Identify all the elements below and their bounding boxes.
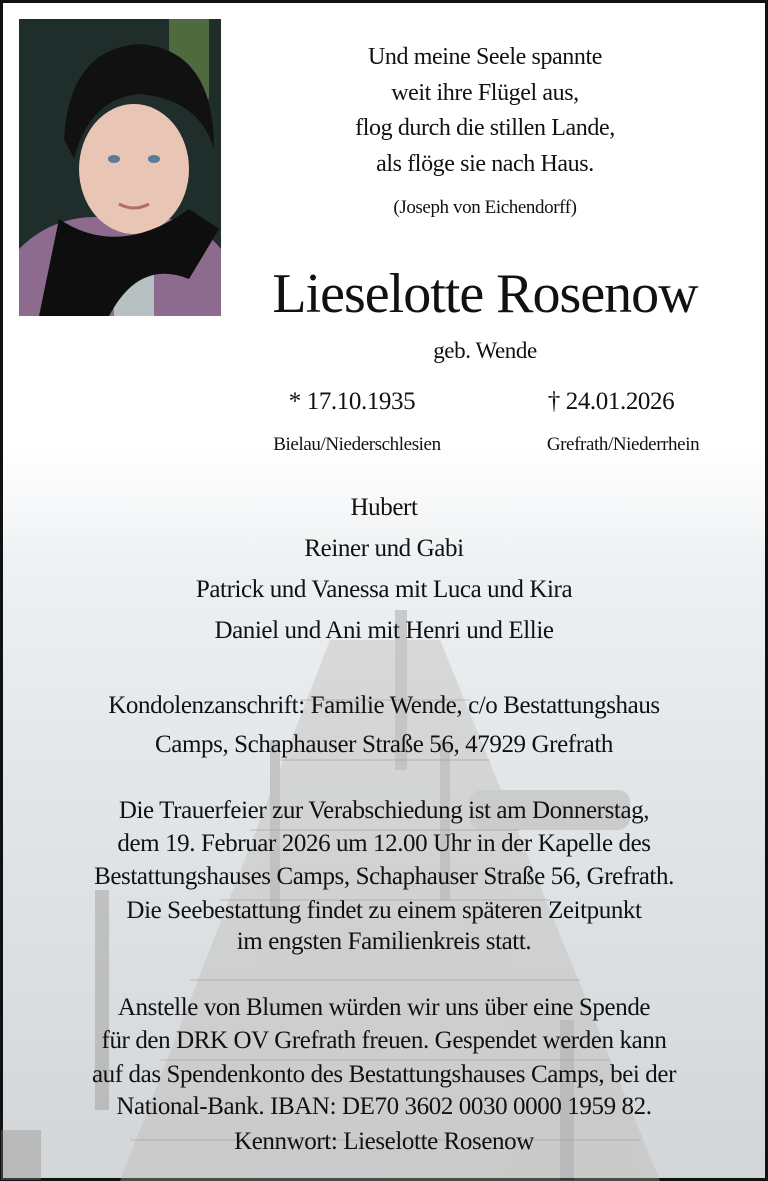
quote-line: weit ihre Flügel aus, <box>391 80 579 106</box>
quote-line: Und meine Seele spannte <box>367 44 603 70</box>
funeral-info: im engsten Familienkreis statt. <box>236 928 532 955</box>
mourner: Daniel und Ani mit Henri und Ellie <box>214 617 554 644</box>
death-place: Grefrath/Niederrhein <box>546 434 700 455</box>
condolence-address: Kondolenzanschrift: Familie Wende, c/o Bestattungshaus <box>108 692 660 719</box>
quote-author: (Joseph von Eichendorff) <box>393 197 577 218</box>
donation-info: auf das Spendenkonto des Bestattungshauses Camps, bei der <box>91 1061 677 1088</box>
mourner: Patrick und Vanessa mit Luca und Kira <box>195 576 573 603</box>
condolence-address: Camps, Schaphauser Straße 56, 47929 Grefrath <box>155 731 613 758</box>
donation-info: National-Bank. IBAN: DE70 3602 0030 0000 1959 82. <box>116 1093 652 1120</box>
funeral-info: Die Seebestattung findet zu einem späteren Zeitpunkt <box>126 897 642 924</box>
quote-line: als flöge sie nach Haus. <box>376 151 594 177</box>
funeral-info: Bestattungshauses Camps, Schaphauser Straße 56, Grefrath. <box>94 863 674 890</box>
funeral-info: dem 19. Februar 2026 um 12.00 Uhr in der Kapelle des <box>117 830 651 857</box>
death-date: † 24.01.2026 <box>547 388 675 415</box>
deceased-name: Lieselotte Rosenow <box>272 263 698 325</box>
mourner: Reiner und Gabi <box>304 535 464 562</box>
donation-info: Anstelle von Blumen würden wir uns über eine Spende <box>117 994 651 1021</box>
funeral-info: Die Trauerfeier zur Verabschiedung ist am Donnerstag, <box>118 797 650 824</box>
birth-place: Bielau/Niederschlesien <box>273 434 441 455</box>
donation-info: für den DRK OV Grefrath freuen. Gespendet werden kann <box>101 1027 667 1054</box>
portrait-photo <box>19 19 221 316</box>
quote-line: flog durch die stillen Lande, <box>355 115 615 141</box>
birth-date: * 17.10.1935 <box>288 388 416 415</box>
maiden-name: geb. Wende <box>433 338 537 363</box>
mourner: Hubert <box>350 494 418 521</box>
donation-keyword: Kennwort: Lieselotte Rosenow <box>234 1128 534 1155</box>
